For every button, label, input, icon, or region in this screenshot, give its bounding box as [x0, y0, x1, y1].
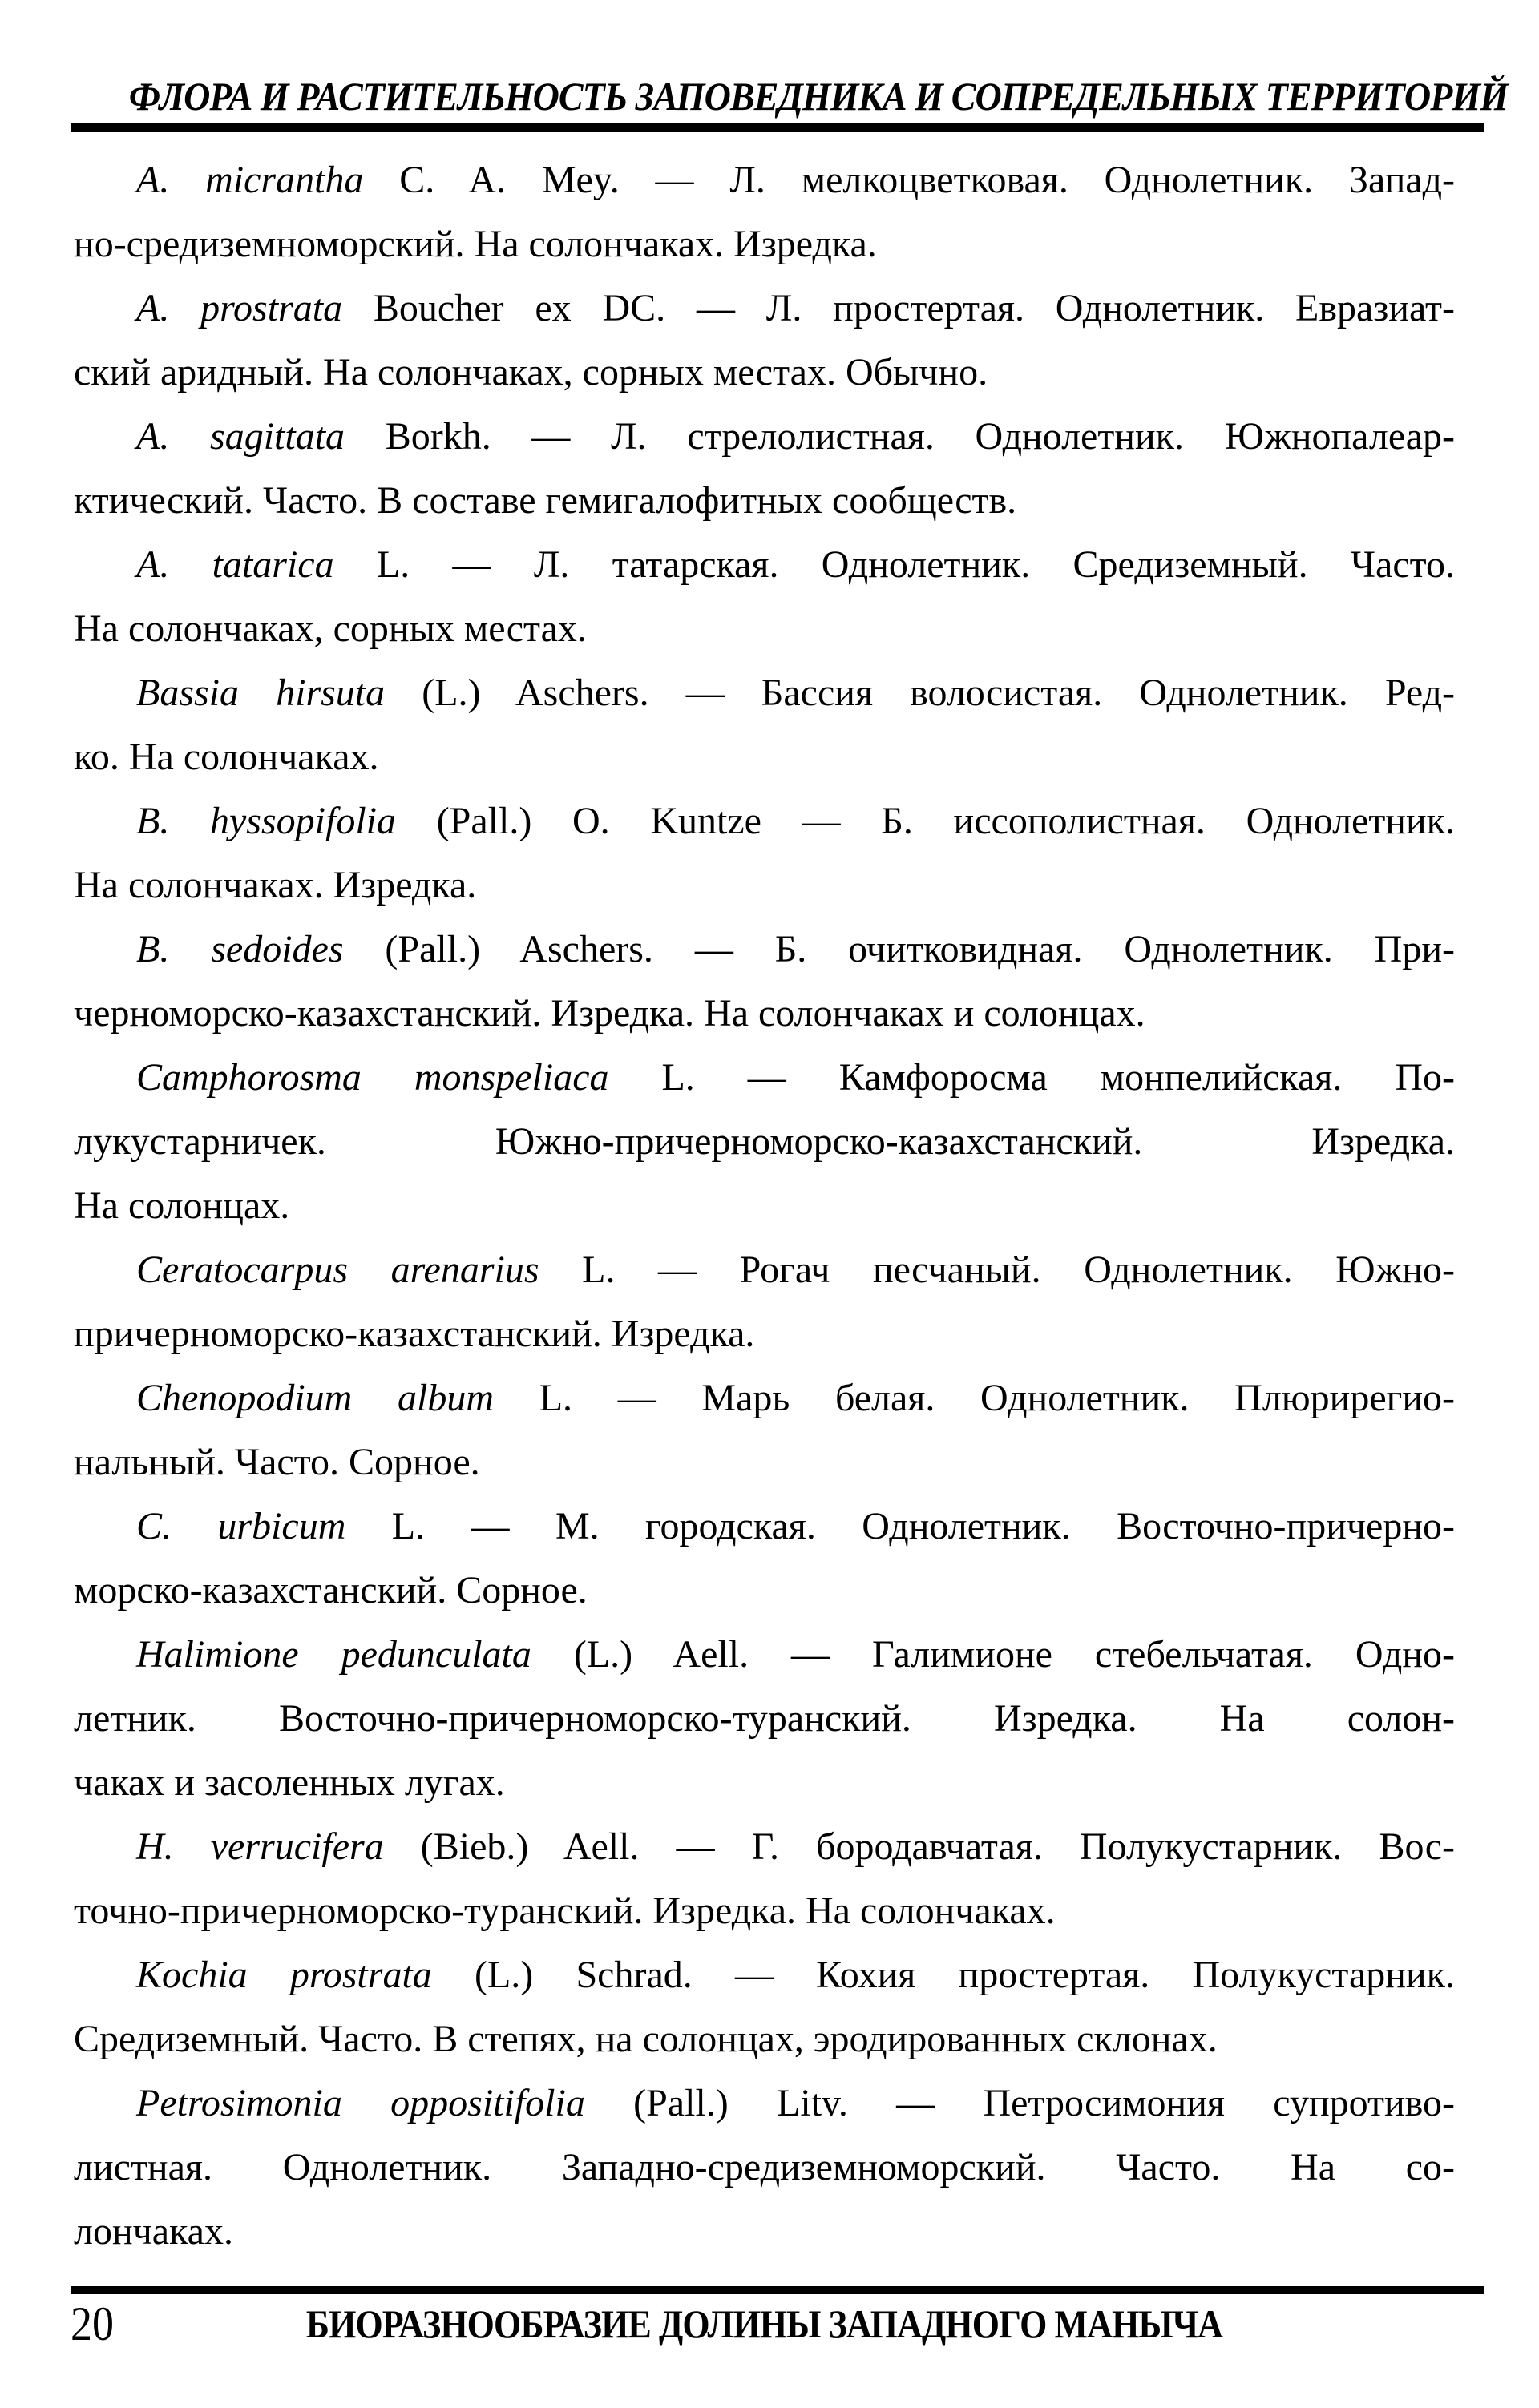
entry-text: (Pall.) O. Kuntze — Б. иссополистная. Однолетник.: [396, 800, 1456, 842]
header-rule: [71, 123, 1484, 132]
text-line: [74, 597, 1455, 661]
latin-name: B. sedoides: [136, 928, 344, 970]
entry-text: точно-причерноморско-туранский. Изредка. На солончаках.: [74, 1890, 1056, 1932]
species-entry: [74, 1943, 1455, 2071]
text-line: [74, 1687, 1455, 1751]
entry-text: На солонцах.: [74, 1184, 290, 1227]
entry-text: ский аридный. На солончаках, сорных местах. Обычно.: [74, 351, 988, 393]
text-line: [74, 1751, 1455, 1815]
entry-text: На солончаках, сорных местах.: [74, 607, 587, 650]
species-entry: [74, 1046, 1455, 1238]
text-line: [74, 341, 1455, 405]
entry-text: (Pall.) Litv. — Петросимония супротиво-: [584, 2082, 1455, 2124]
text-line: [74, 212, 1455, 276]
species-entry: [74, 405, 1455, 533]
text-line: [74, 725, 1455, 789]
latin-name: Bassia hirsuta: [136, 672, 386, 714]
text-line: [74, 853, 1455, 918]
text-line: [74, 2136, 1455, 2200]
species-entry: [74, 1238, 1455, 1366]
footer-running-title: БИОРАЗНООБРАЗИЕ ДОЛИНЫ ЗАПАДНОГО МАНЫЧА: [305, 2301, 1223, 2346]
text-line: [74, 1559, 1455, 1623]
text-line: [74, 148, 1455, 212]
entry-text: черноморско-казахстанский. Изредка. На солончаках и солонцах.: [74, 992, 1145, 1035]
species-entry: [74, 918, 1455, 1046]
latin-name: Petrosimonia oppositifolia: [136, 2082, 585, 2124]
text-line: [74, 1879, 1455, 1943]
entry-text: (Pall.) Aschers. — Б. очитковидная. Однолетник. При-: [343, 928, 1456, 970]
entry-text: (Bieb.) Aell. — Г. бородавчатая. Полукустарник. Вос-: [383, 1825, 1455, 1868]
body-text: [74, 148, 1455, 2264]
entry-text: листная. Однолетник. Западно-средиземноморский. Часто. На со-: [74, 2146, 1455, 2188]
text-line: [74, 1174, 1455, 1238]
latin-name: Chenopodium album: [136, 1377, 495, 1419]
entry-text: L. — Л. татарская. Однолетник. Средиземный. Часто.: [333, 543, 1456, 586]
entry-text: летник. Восточно-причерноморско-туранский. Изредка. На солон-: [74, 1697, 1455, 1740]
text-line: [74, 405, 1455, 469]
text-line: [74, 982, 1455, 1046]
entry-text: На солончаках. Изредка.: [74, 864, 477, 906]
entry-text: но-средиземноморский. На солончаках. Изредка.: [74, 223, 877, 265]
latin-name: Kochia prostrata: [136, 1954, 432, 1996]
species-entry: [74, 1494, 1455, 1623]
species-entry: [74, 533, 1455, 661]
text-line: [74, 1046, 1455, 1110]
entry-text: C. A. Mey. — Л. мелкоцветковая. Однолетник. Запад-: [363, 159, 1456, 201]
latin-name: Ceratocarpus arenarius: [136, 1248, 539, 1291]
text-line: [74, 1430, 1455, 1494]
entry-text: (L.) Aschers. — Бассия волосистая. Однолетник. Ред-: [385, 672, 1456, 714]
entry-text: чаках и засоленных лугах.: [74, 1761, 505, 1804]
entry-text: Boucher ex DC. — Л. простертая. Однолетник. Евразиат-: [342, 287, 1456, 329]
latin-name: A. tatarica: [136, 543, 334, 586]
text-line: [74, 1238, 1455, 1302]
entry-text: ктический. Часто. В составе гемигалофитных сообществ.: [74, 479, 1017, 522]
text-line: [74, 789, 1455, 853]
entry-text: морско-казахстанский. Сорное.: [74, 1569, 588, 1611]
entry-text: L. — Марь белая. Однолетник. Плюрирегио-: [494, 1377, 1456, 1419]
latin-name: Halimione pedunculata: [136, 1633, 531, 1676]
latin-name: Camphorosma monspeliaca: [136, 1056, 609, 1099]
page-number: 20: [71, 2297, 114, 2350]
latin-name: A. micrantha: [136, 159, 364, 201]
text-line: [74, 661, 1455, 725]
species-entry: [74, 2071, 1455, 2264]
entry-text: лукустарничек. Южно-причерноморско-казахстанский. Изредка.: [74, 1120, 1455, 1163]
text-line: [74, 469, 1455, 533]
text-line: [74, 2200, 1455, 2264]
species-entry: [74, 276, 1455, 405]
latin-name: C. urbicum: [136, 1505, 346, 1547]
text-line: [74, 1815, 1455, 1879]
latin-name: H. verrucifera: [136, 1825, 384, 1868]
entry-text: ко. На солончаках.: [74, 736, 379, 778]
species-entry: [74, 661, 1455, 789]
text-line: [74, 2071, 1455, 2136]
entry-text: L. — Камфоросма монпелийская. По-: [608, 1056, 1455, 1099]
text-line: [74, 1366, 1455, 1430]
text-line: [74, 918, 1455, 982]
species-entry: [74, 148, 1455, 276]
species-entry: [74, 789, 1455, 918]
text-line: [74, 2007, 1455, 2071]
entry-text: (L.) Aell. — Галимионе стебельчатая. Одно-: [531, 1633, 1455, 1676]
text-line: [74, 1623, 1455, 1687]
species-entry: [74, 1366, 1455, 1494]
latin-name: A. prostrata: [136, 287, 343, 329]
latin-name: B. hyssopifolia: [136, 800, 397, 842]
text-line: [74, 533, 1455, 597]
entry-text: причерноморско-казахстанский. Изредка.: [74, 1313, 755, 1355]
entry-text: Средиземный. Часто. В степях, на солонцах, эродированных склонах.: [74, 2018, 1218, 2060]
text-line: [74, 1494, 1455, 1559]
entry-text: (L.) Schrad. — Кохия простертая. Полукустарник.: [431, 1954, 1455, 1996]
latin-name: A. sagittata: [136, 415, 345, 458]
text-line: [74, 1943, 1455, 2007]
text-line: [74, 276, 1455, 341]
entry-text: Borkh. — Л. стрелолистная. Однолетник. Южнопалеар-: [345, 415, 1456, 458]
running-head: ФЛОРА И РАСТИТЕЛЬНОСТЬ ЗАПОВЕДНИКА И СОПРЕДЕЛЬНЫХ ТЕРРИТОРИЙ: [128, 74, 1509, 119]
text-line: [74, 1110, 1455, 1174]
species-entry: [74, 1623, 1455, 1815]
footer-rule: [71, 2286, 1484, 2294]
entry-text: нальный. Часто. Сорное.: [74, 1441, 480, 1483]
species-entry: [74, 1815, 1455, 1943]
text-line: [74, 1302, 1455, 1366]
entry-text: лончаках.: [74, 2210, 233, 2253]
entry-text: L. — М. городская. Однолетник. Восточно-причерно-: [345, 1505, 1456, 1547]
entry-text: L. — Рогач песчаный. Однолетник. Южно-: [539, 1248, 1455, 1291]
